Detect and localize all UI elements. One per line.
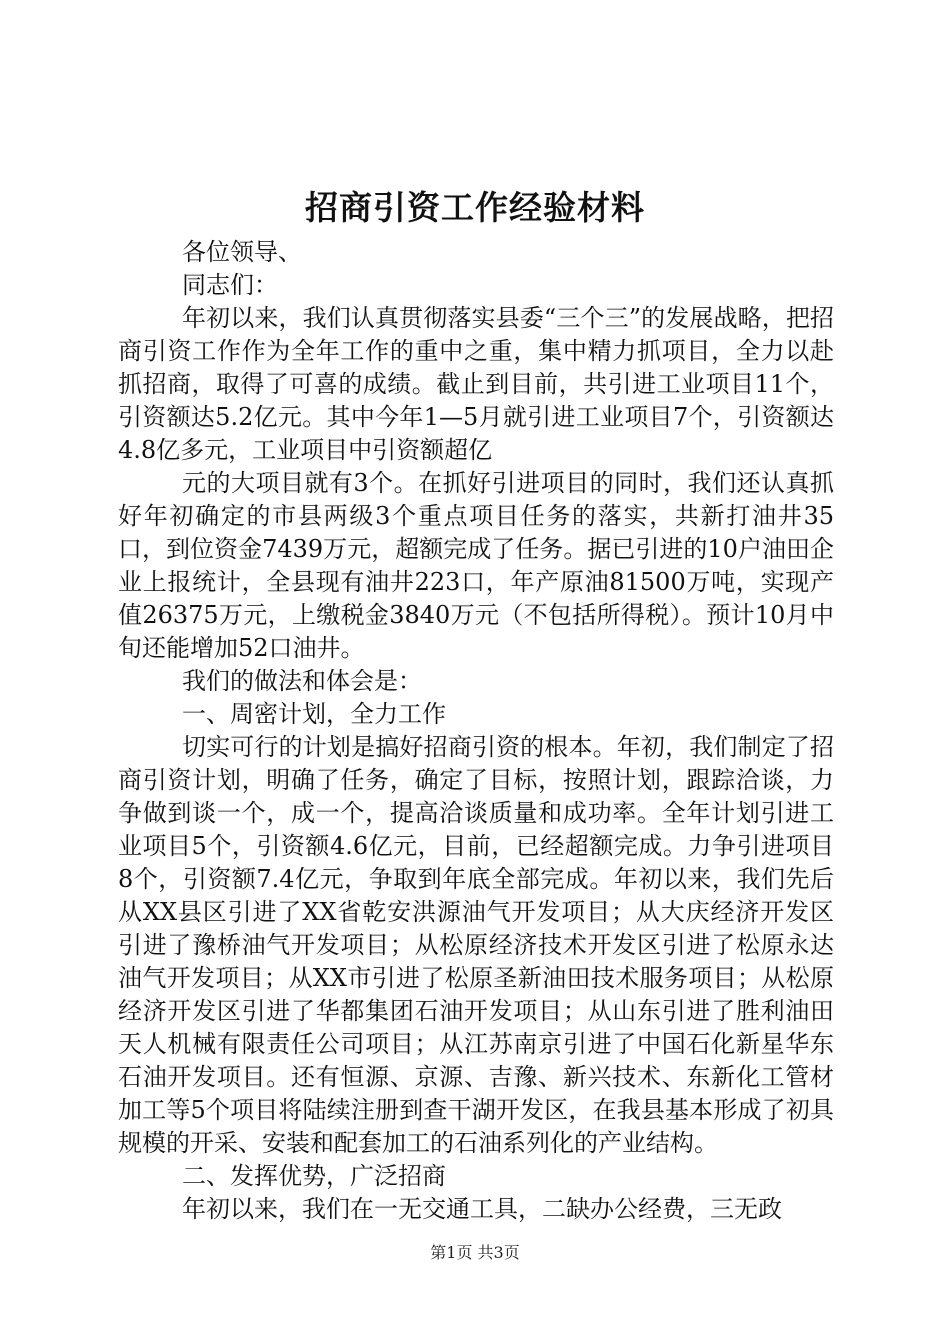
paragraph-planning: 切实可行的计划是搞好招商引资的根本。年初，我们制定了招商引资计划，明确了任务，确定了目标，按照计划，跟踪洽谈，力争做到谈一个，成一个，提高洽谈质量和成功率。全年计划引进工业项目5个，引资额4.6亿元，目前，已经超额完成。力争引进项目8个，引资额7.4亿元，争取到年底全部完成。年初以来，我们先后从XX县区引进了XX省乾安洪源油气开发项目；从大庆经济开发区引进了豫桥油气开发项目；从松原经济技术开发区引进了松原永达油气开发项目；从XX市引进了松原圣新油田技术服务项目；从松原经济开发区引进了华都集团石油开发项目；从山东引进了胜利油田天人机械有限责任公司项目；从江苏南京引进了中国石化新星华东石油开发项目。还有恒源、京源、吉豫、新兴技术、东新化工管材加工等5个项目将陆续注册到查干湖开发区，在我县基本形成了初具规模的开采、安装和配套加工的石油系列化的产业结构。 [118, 733, 834, 1157]
page-number-footer: 第1页 共3页 [430, 1243, 520, 1262]
paragraph-results: 元的大项目就有3个。在抓好引进项目的同时，我们还认真抓好年初确定的市县两级3个重点项目任务的落实，共新打油井35口，到位资金7439万元，超额完成了任务。据已引进的10户油田企业上报统计，全县现有油井223口，年产原油81500万吨，实现产值26375万元，上缴税金3840万元（不包括所得税）。预计10月中旬还能增加52口油井。 [118, 469, 834, 662]
document-body [118, 236, 834, 1226]
paragraph-methods-intro: 我们的做法和体会是： [182, 667, 422, 695]
document-title: 招商引资工作经验材料 [305, 188, 645, 227]
section-heading-1: 一、周密计划，全力工作 [182, 700, 446, 728]
section-heading-2: 二、发挥优势，广泛招商 [182, 1162, 446, 1190]
salutation-leaders: 各位领导、 [182, 238, 302, 266]
paragraph-intro: 年初以来，我们认真贯彻落实县委“三个三”的发展战略，把招商引资工作作为全年工作的重中之重，集中精力抓项目，全力以赴抓招商，取得了可喜的成绩。截止到目前，共引进工业项目11个，引资额达5.2亿元。其中今年1—5月就引进工业项目7个，引资额达4.8亿多元，工业项目中引资额超亿 [118, 304, 834, 464]
paragraph-advantages: 年初以来，我们在一无交通工具，二缺办公经费，三无政 [182, 1195, 782, 1223]
salutation-comrades: 同志们： [182, 271, 278, 299]
